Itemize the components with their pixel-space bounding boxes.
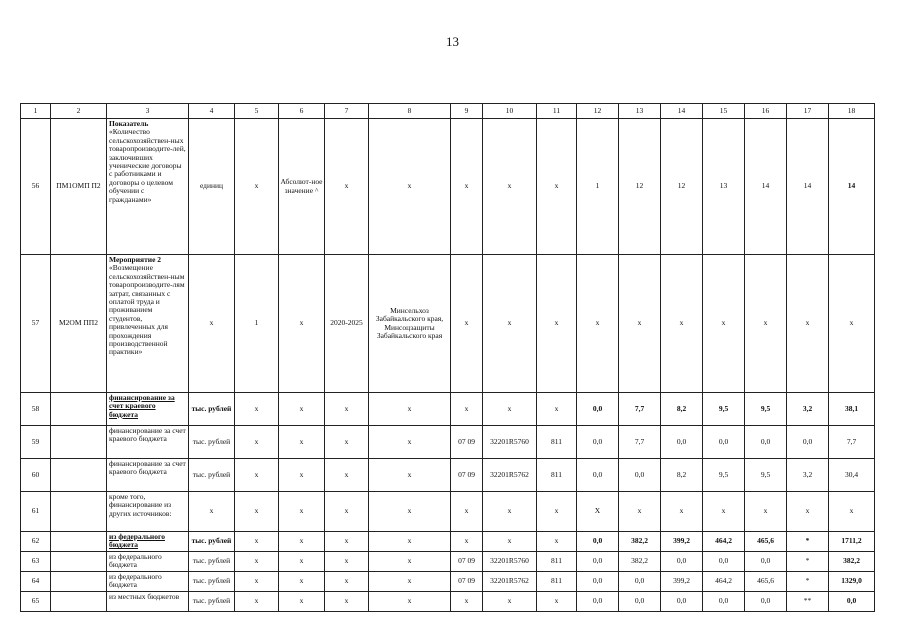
cell-c15: 9,5 <box>703 459 745 492</box>
cell-c4: единиц <box>189 119 235 255</box>
row-name-text: из федерального бюджета <box>109 552 162 570</box>
cell-c7: х <box>325 459 369 492</box>
cell-c14: 0,0 <box>661 426 703 459</box>
cell-c18: 1711,2 <box>829 532 875 552</box>
row-code <box>51 552 107 572</box>
row-name <box>107 393 189 426</box>
cell-c16: х <box>745 492 787 532</box>
cell-c10: 32201R5762 <box>483 572 537 592</box>
row-name <box>107 532 189 552</box>
cell-c6: х <box>279 492 325 532</box>
row-name <box>107 119 189 255</box>
cell-c11: х <box>537 492 577 532</box>
cell-c4: х <box>189 255 235 393</box>
cell-c12: 0,0 <box>577 572 619 592</box>
cell-c12: 0,0 <box>577 393 619 426</box>
cell-c17: 3,2 <box>787 459 829 492</box>
cell-c7: х <box>325 119 369 255</box>
row-code <box>51 532 107 552</box>
cell-c10: х <box>483 119 537 255</box>
table-row <box>21 572 875 592</box>
row-number: 56 <box>21 119 51 255</box>
cell-c12: Х <box>577 492 619 532</box>
cell-c16: 0,0 <box>745 552 787 572</box>
row-name-title: Показатель <box>109 119 149 128</box>
cell-c7: х <box>325 552 369 572</box>
row-code <box>51 459 107 492</box>
cell-c10: х <box>483 492 537 532</box>
cell-c13: 12 <box>619 119 661 255</box>
cell-c17: х <box>787 255 829 393</box>
cell-c11: 811 <box>537 552 577 572</box>
cell-c9: 07 09 <box>451 426 483 459</box>
cell-c13: 7,7 <box>619 393 661 426</box>
cell-c14: 12 <box>661 119 703 255</box>
cell-c12: 0,0 <box>577 459 619 492</box>
cell-c15: 464,2 <box>703 532 745 552</box>
cell-c5: х <box>235 552 279 572</box>
cell-c16: 465,6 <box>745 572 787 592</box>
cell-c13: 7,7 <box>619 426 661 459</box>
cell-c8: х <box>369 532 451 552</box>
cell-c5: х <box>235 426 279 459</box>
cell-c10: х <box>483 393 537 426</box>
table-row <box>21 532 875 552</box>
column-header: 8 <box>369 104 451 119</box>
cell-c6: х <box>279 572 325 592</box>
column-header: 4 <box>189 104 235 119</box>
cell-c14: 399,2 <box>661 532 703 552</box>
cell-c17: х <box>787 492 829 532</box>
column-header: 6 <box>279 104 325 119</box>
cell-c11: х <box>537 393 577 426</box>
cell-c15: 9,5 <box>703 393 745 426</box>
cell-c16: 14 <box>745 119 787 255</box>
table-row <box>21 592 875 612</box>
cell-c11: 811 <box>537 459 577 492</box>
cell-c5: х <box>235 492 279 532</box>
page-number: 13 <box>446 34 459 49</box>
cell-c11: 811 <box>537 426 577 459</box>
cell-c15: 13 <box>703 119 745 255</box>
row-name-title: из федерального бюджета <box>109 532 165 550</box>
cell-c8: х <box>369 393 451 426</box>
column-header: 13 <box>619 104 661 119</box>
cell-c11: 811 <box>537 572 577 592</box>
cell-c18: 382,2 <box>829 552 875 572</box>
cell-c17: * <box>787 532 829 552</box>
cell-c9: х <box>451 393 483 426</box>
row-name-title: финансирование за счет краевого бюджета <box>109 393 175 419</box>
cell-c12: 0,0 <box>577 592 619 612</box>
row-code <box>51 393 107 426</box>
cell-c7: 2020-2025 <box>325 255 369 393</box>
cell-c10: х <box>483 255 537 393</box>
cell-c5: х <box>235 532 279 552</box>
column-header: 16 <box>745 104 787 119</box>
cell-c17: 3,2 <box>787 393 829 426</box>
cell-c13: 0,0 <box>619 572 661 592</box>
row-name-text: финансирование за счет краевого бюджета <box>109 459 186 477</box>
cell-c12: 1 <box>577 119 619 255</box>
cell-c7: х <box>325 592 369 612</box>
cell-c17: 14 <box>787 119 829 255</box>
row-name-title: Мероприятие 2 <box>109 255 162 264</box>
cell-c10: 32201R5762 <box>483 459 537 492</box>
row-name <box>107 592 189 612</box>
row-name-text: из местных бюджетов <box>109 592 180 601</box>
cell-c13: 0,0 <box>619 459 661 492</box>
table-row <box>21 459 875 492</box>
cell-c7: х <box>325 572 369 592</box>
column-header: 11 <box>537 104 577 119</box>
cell-c18: 38,1 <box>829 393 875 426</box>
cell-c8: х <box>369 119 451 255</box>
cell-c5: х <box>235 393 279 426</box>
cell-c15: 464,2 <box>703 572 745 592</box>
cell-c9: 07 09 <box>451 459 483 492</box>
cell-c14: х <box>661 255 703 393</box>
row-name <box>107 552 189 572</box>
cell-c4: тыс. рублей <box>189 532 235 552</box>
cell-c8: х <box>369 572 451 592</box>
cell-c4: тыс. рублей <box>189 572 235 592</box>
cell-c5: 1 <box>235 255 279 393</box>
cell-c11: х <box>537 592 577 612</box>
row-number: 58 <box>21 393 51 426</box>
row-number: 61 <box>21 492 51 532</box>
row-code <box>51 592 107 612</box>
cell-c8: х <box>369 552 451 572</box>
row-name <box>107 492 189 532</box>
table-row <box>21 426 875 459</box>
cell-c5: х <box>235 572 279 592</box>
row-number: 60 <box>21 459 51 492</box>
cell-c9: х <box>451 119 483 255</box>
cell-c18: 14 <box>829 119 875 255</box>
cell-c16: 465,6 <box>745 532 787 552</box>
cell-c14: 399,2 <box>661 572 703 592</box>
cell-c18: 1329,0 <box>829 572 875 592</box>
cell-c15: х <box>703 492 745 532</box>
cell-c6: х <box>279 592 325 612</box>
cell-c11: х <box>537 119 577 255</box>
table-row <box>21 552 875 572</box>
column-header: 5 <box>235 104 279 119</box>
cell-c14: 0,0 <box>661 552 703 572</box>
cell-c17: 0,0 <box>787 426 829 459</box>
cell-c6: х <box>279 459 325 492</box>
budget-table <box>20 103 875 612</box>
cell-c9: х <box>451 255 483 393</box>
cell-c15: 0,0 <box>703 552 745 572</box>
cell-c15: х <box>703 255 745 393</box>
cell-c11: х <box>537 255 577 393</box>
cell-c12: 0,0 <box>577 532 619 552</box>
row-name <box>107 459 189 492</box>
cell-c16: 9,5 <box>745 459 787 492</box>
column-header: 12 <box>577 104 619 119</box>
cell-c8: х <box>369 592 451 612</box>
row-name-text: «Возмещение сельскохозяйствен-ным товаропроизводите-лям затрат, связанных с оплатой труда и проживанием студентов, привлеченных для прохождения производственной практики» <box>109 263 185 357</box>
column-header: 15 <box>703 104 745 119</box>
row-number: 63 <box>21 552 51 572</box>
cell-c16: 0,0 <box>745 426 787 459</box>
cell-c17: * <box>787 552 829 572</box>
cell-c6: Абсолют-ное значение ^ <box>279 119 325 255</box>
cell-c4: тыс. рублей <box>189 459 235 492</box>
cell-c6: х <box>279 552 325 572</box>
row-name-text: «Количество сельскохозяйствен-ных товаропроизводите-лей, заключивших ученические договоры с работниками и договоры о целевом обучении с гражданами» <box>109 127 186 204</box>
row-number: 64 <box>21 572 51 592</box>
cell-c7: х <box>325 393 369 426</box>
cell-c10: 32201R5760 <box>483 426 537 459</box>
row-number: 65 <box>21 592 51 612</box>
cell-c7: х <box>325 426 369 459</box>
cell-c14: 8,2 <box>661 393 703 426</box>
row-code <box>51 426 107 459</box>
cell-c4: х <box>189 492 235 532</box>
column-header: 18 <box>829 104 875 119</box>
cell-c9: х <box>451 492 483 532</box>
cell-c6: х <box>279 393 325 426</box>
cell-c5: х <box>235 119 279 255</box>
row-name-text: из федерального бюджета <box>109 572 162 590</box>
cell-c16: 0,0 <box>745 592 787 612</box>
cell-c11: х <box>537 532 577 552</box>
column-header: 9 <box>451 104 483 119</box>
cell-c18: 7,7 <box>829 426 875 459</box>
table-row <box>21 492 875 532</box>
column-header: 2 <box>51 104 107 119</box>
table-row <box>21 119 875 255</box>
cell-c4: тыс. рублей <box>189 393 235 426</box>
cell-c7: х <box>325 492 369 532</box>
cell-c13: 382,2 <box>619 552 661 572</box>
cell-c15: 0,0 <box>703 592 745 612</box>
cell-c16: х <box>745 255 787 393</box>
cell-c14: 8,2 <box>661 459 703 492</box>
cell-c6: х <box>279 532 325 552</box>
row-number: 62 <box>21 532 51 552</box>
cell-c5: х <box>235 459 279 492</box>
column-header: 3 <box>107 104 189 119</box>
row-code: ПМ1ОМП П2 <box>51 119 107 255</box>
cell-c17: * <box>787 572 829 592</box>
cell-c13: 0,0 <box>619 592 661 612</box>
cell-c13: х <box>619 492 661 532</box>
cell-c4: тыс. рублей <box>189 426 235 459</box>
column-header: 17 <box>787 104 829 119</box>
row-number: 59 <box>21 426 51 459</box>
cell-c9: 07 09 <box>451 552 483 572</box>
cell-c10: 32201R5760 <box>483 552 537 572</box>
cell-c15: 0,0 <box>703 426 745 459</box>
cell-c13: х <box>619 255 661 393</box>
row-name <box>107 255 189 393</box>
cell-c12: 0,0 <box>577 552 619 572</box>
cell-c8: х <box>369 459 451 492</box>
cell-c9: х <box>451 592 483 612</box>
cell-c14: х <box>661 492 703 532</box>
cell-c8: х <box>369 426 451 459</box>
cell-c4: тыс. рублей <box>189 592 235 612</box>
table-row <box>21 393 875 426</box>
column-header: 7 <box>325 104 369 119</box>
cell-c14: 0,0 <box>661 592 703 612</box>
cell-c8: Минсельхоз Забайкальского края, Минсоцзащиты Забайкальского края <box>369 255 451 393</box>
row-name <box>107 572 189 592</box>
row-name-text: кроме того, финансирование из других источников: <box>109 492 172 518</box>
header-row <box>21 104 875 119</box>
row-code <box>51 492 107 532</box>
row-name <box>107 426 189 459</box>
column-header: 1 <box>21 104 51 119</box>
cell-c18: х <box>829 255 875 393</box>
cell-c12: 0,0 <box>577 426 619 459</box>
cell-c12: х <box>577 255 619 393</box>
column-header: 14 <box>661 104 703 119</box>
cell-c18: 30,4 <box>829 459 875 492</box>
cell-c10: х <box>483 532 537 552</box>
cell-c4: тыс. рублей <box>189 552 235 572</box>
cell-c13: 382,2 <box>619 532 661 552</box>
column-header: 10 <box>483 104 537 119</box>
cell-c17: ** <box>787 592 829 612</box>
cell-c6: х <box>279 426 325 459</box>
row-code: М2ОМ ПП2 <box>51 255 107 393</box>
cell-c16: 9,5 <box>745 393 787 426</box>
cell-c9: х <box>451 532 483 552</box>
row-number: 57 <box>21 255 51 393</box>
cell-c9: 07 09 <box>451 572 483 592</box>
cell-c8: х <box>369 492 451 532</box>
cell-c18: 0,0 <box>829 592 875 612</box>
cell-c6: х <box>279 255 325 393</box>
row-code <box>51 572 107 592</box>
cell-c10: х <box>483 592 537 612</box>
cell-c7: х <box>325 532 369 552</box>
cell-c5: х <box>235 592 279 612</box>
table-row <box>21 255 875 393</box>
cell-c18: х <box>829 492 875 532</box>
row-name-text: финансирование за счет краевого бюджета <box>109 426 186 444</box>
